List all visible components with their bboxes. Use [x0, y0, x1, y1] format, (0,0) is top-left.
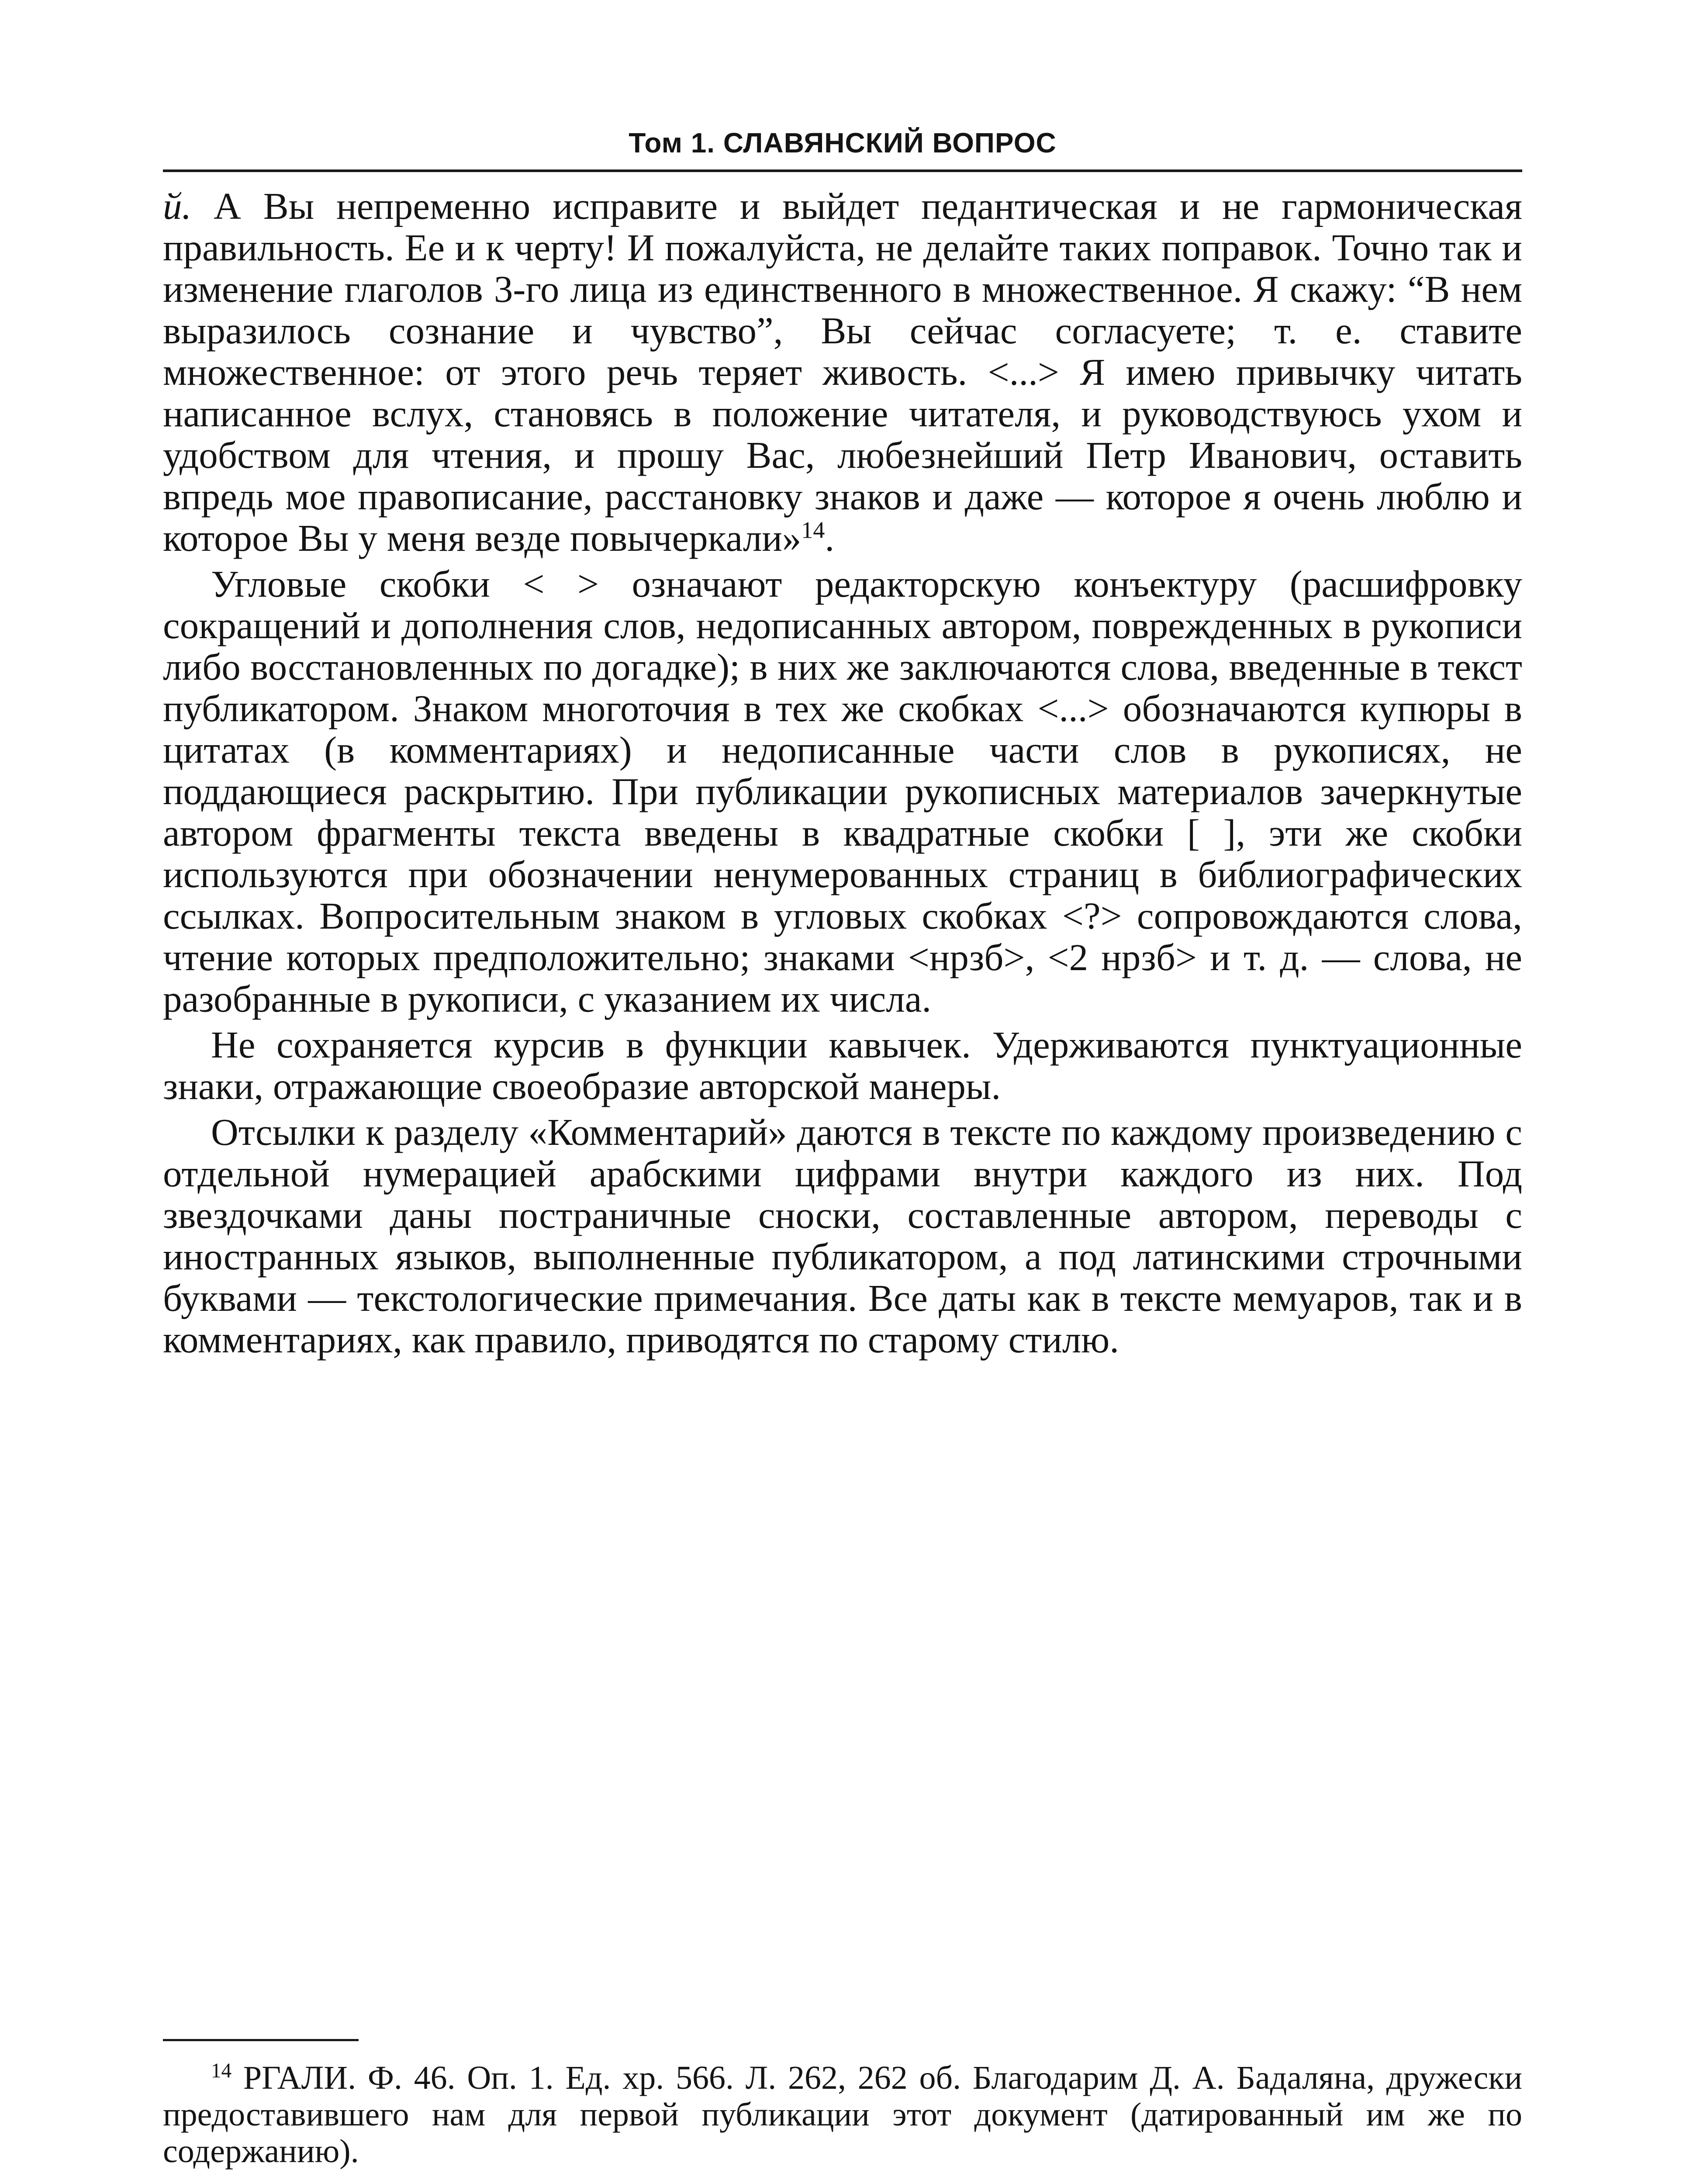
- footnote-reference[interactable]: 14: [801, 517, 825, 543]
- footnote-text: РГАЛИ. Ф. 46. Оп. 1. Ед. хр. 566. Л. 262, 262 об. Благодарим Д. А. Бадаляна, дружески предоставившего нам для первой публикации этот документ (датированный им же по содержанию).: [163, 2060, 1522, 2170]
- footnote-number: 14: [211, 2060, 232, 2083]
- paragraph-references: Отсылки к разделу «Комментарий» даются в тексте по каждому произведению с отдельной нумерацией арабскими цифрами внутри каждого из них. Под звездочками даны постраничные сноски, составленные автором, переводы с иностранных языков, выполненные публикатором, а под латинскими строчными буквами — текстологические примечания. Все даты как в тексте мемуаров, так и в комментариях, как правило, приводятся по старому стилю.: [163, 1111, 1522, 1361]
- footnote-rule: [163, 2039, 359, 2041]
- paragraph-end: .: [825, 517, 835, 559]
- paragraph-text: А Вы непременно исправите и выйдет педантическая и не гармоническая правильность. Ее и к черту! И пожалуйста, не делайте таких поправок. Точно так и изменение глаголов 3-го лица из единственного в множественное. Я скажу: “В нем выразилось сознание и чувство”, Вы сейчас согласуете; т. е. ставите множественное: от этого речь теряет живость. <...> Я имею привычку читать написанное вслух, становясь в положение читателя, и руководствуюсь ухом и удобством для чтения, и прошу Вас, любезнейший Петр Иванович, оставить впредь мое правописание, расстановку знаков и даже — которое я очень люблю и которое Вы у меня везде повычеркали»: [163, 185, 1522, 559]
- running-header: Том 1. СЛАВЯНСКИЙ ВОПРОС: [629, 127, 1057, 159]
- header-rule: [163, 169, 1522, 172]
- paragraph-angle-brackets: Угловые скобки < > означают редакторскую конъектуру (расшифровку сокращений и дополнения слов, недописанных автором, поврежденных в рукописи либо восстановленных по догадке); в них же заключаются слова, введенные в текст публикатором. Знаком многоточия в тех же скобках <...> обозначаются купюры в цитатах (в комментариях) и недописанные части слов в рукописях, не поддающиеся раскрытию. При публикации рукописных материалов зачеркнутые автором фрагменты текста введены в квадратные скобки [ ], эти же скобки используются при обозначении ненумерованных страниц в библиографических ссылках. Вопросительным знаком в угловых скобках <?> сопровождаются слова, чтение которых предположительно; знаками <нрзб>, <2 нрзб> и т. д. — слова, не разобранные в рукописи, с указанием их числа.: [163, 563, 1522, 1020]
- italic-fragment: й.: [163, 185, 192, 227]
- paragraph-italics: Не сохраняется курсив в функции кавычек. Удерживаются пунктуационные знаки, отражающие своеобразие авторской манеры.: [163, 1023, 1522, 1107]
- footnote: [163, 2060, 1522, 2170]
- main-text: [163, 185, 1522, 1365]
- paragraph-quote-continuation: [163, 185, 1522, 559]
